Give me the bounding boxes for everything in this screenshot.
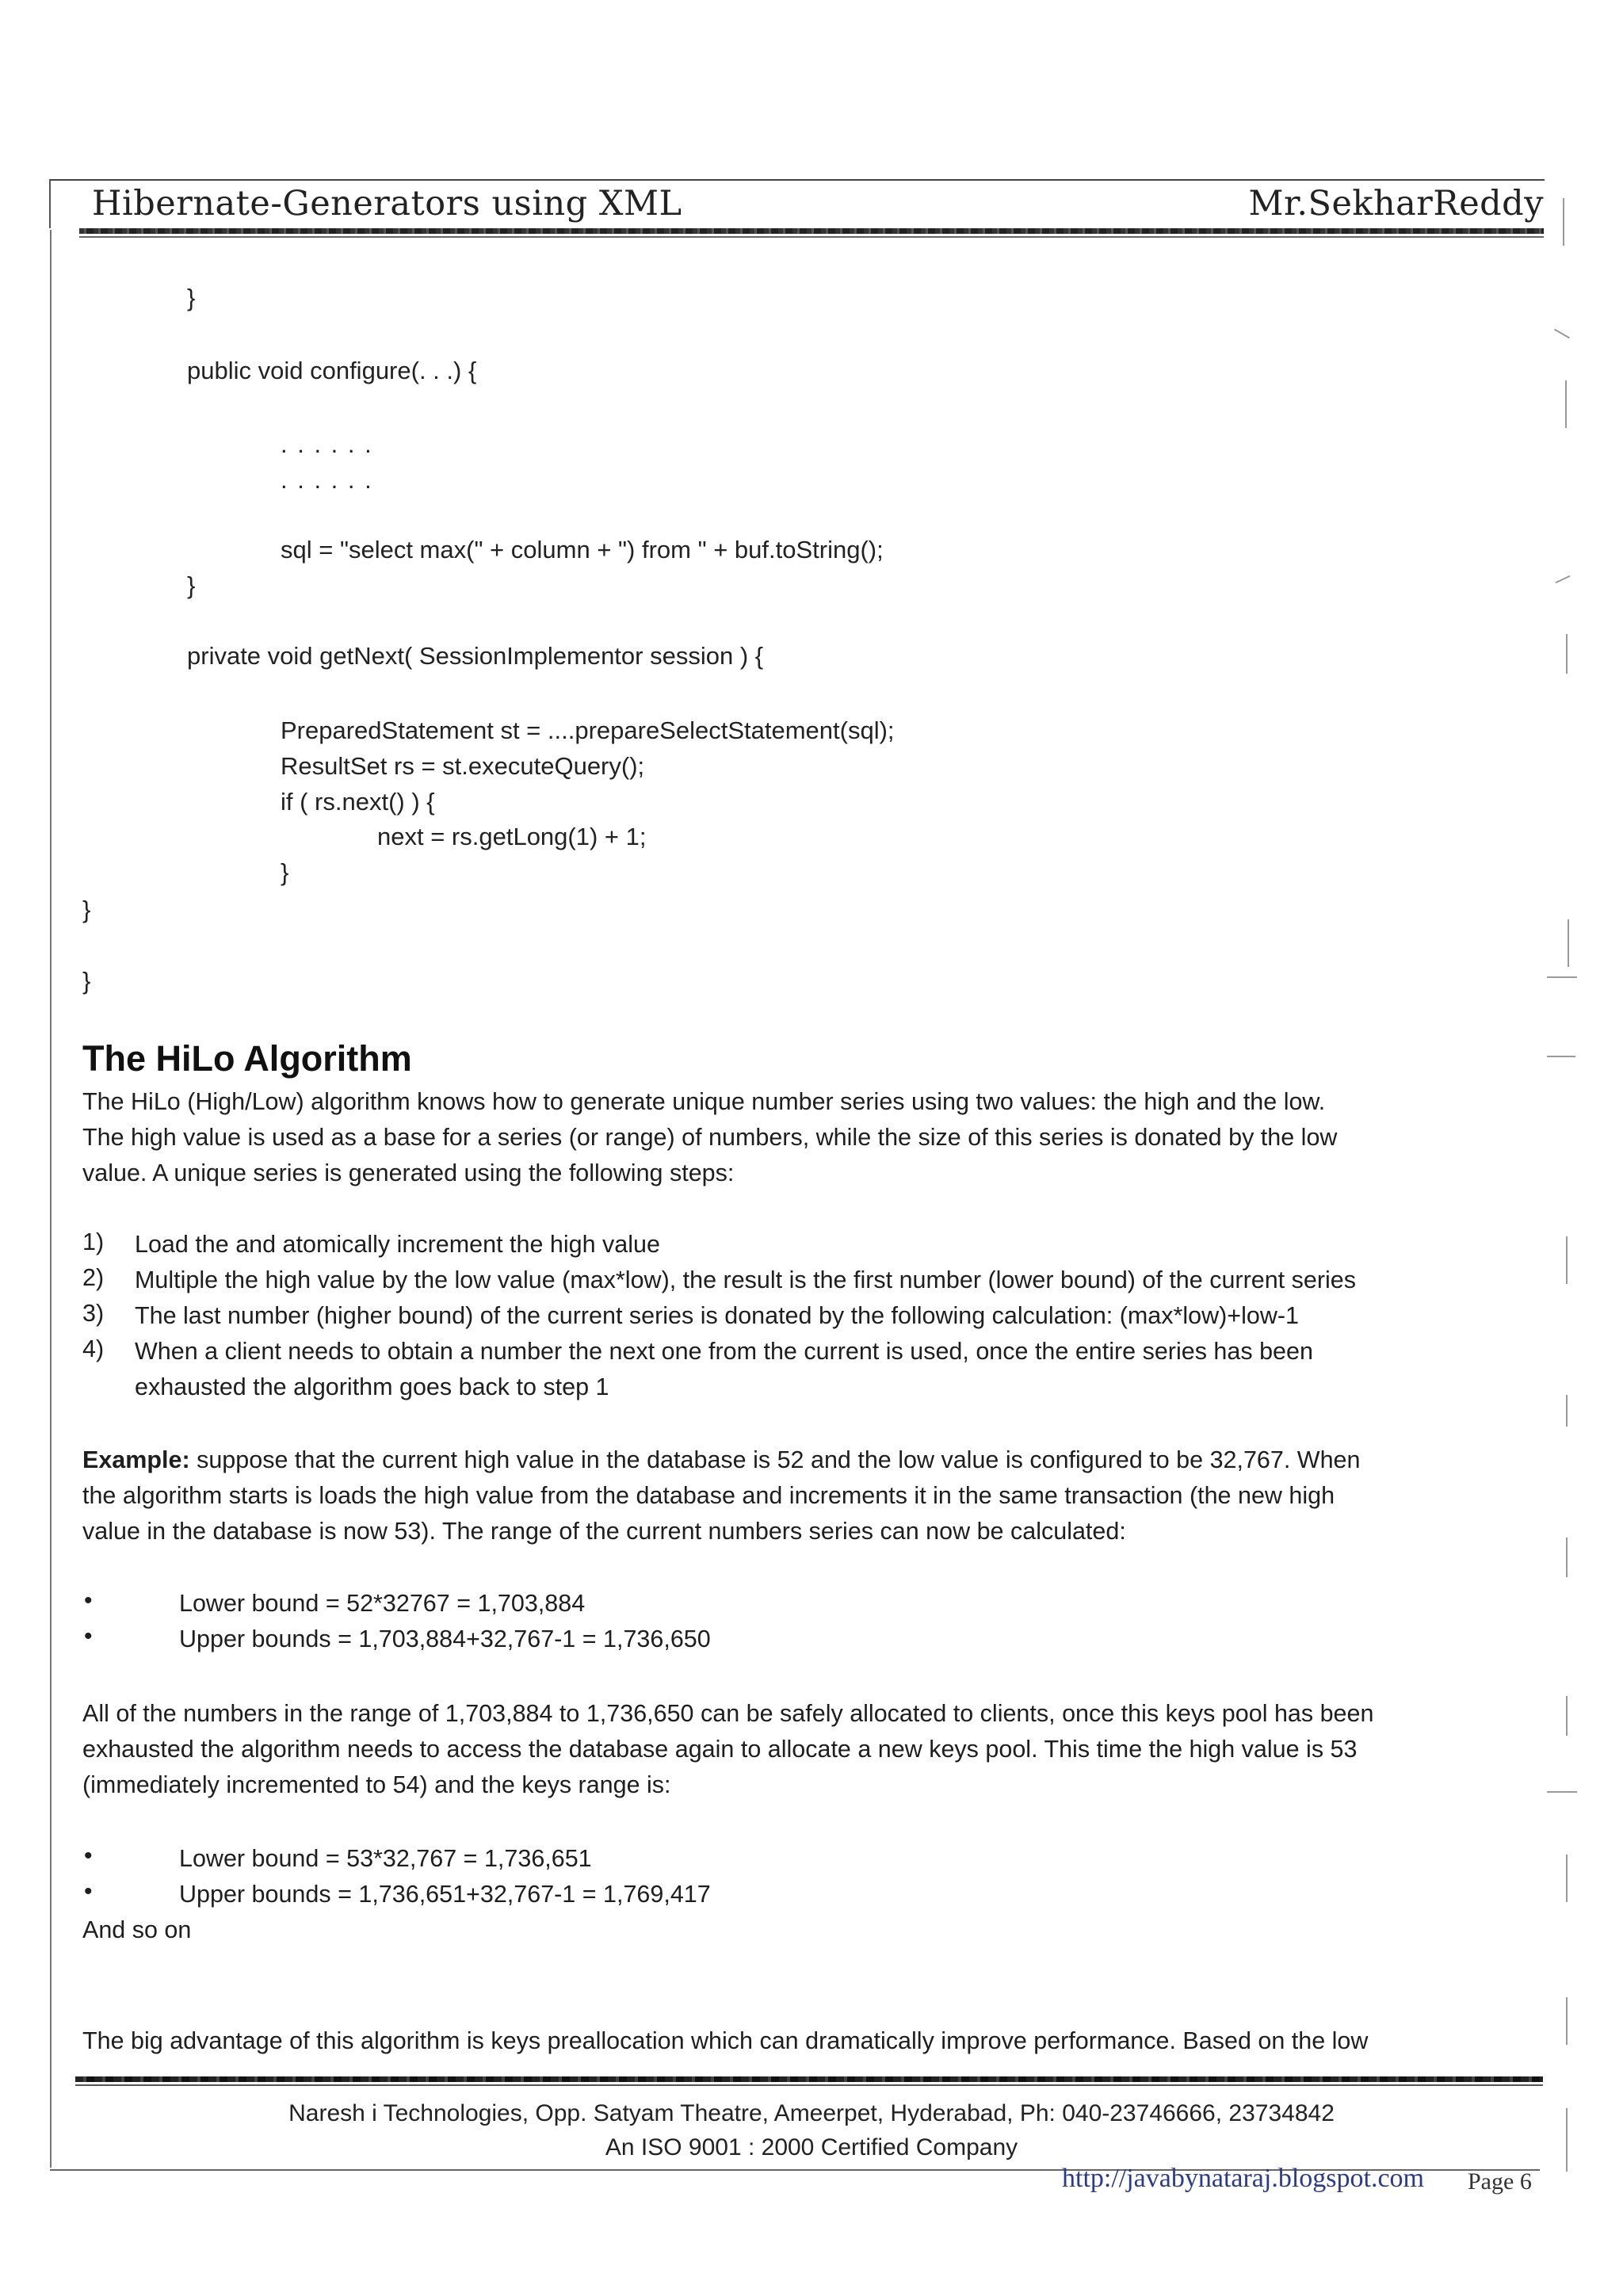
code-line: PreparedStatement st = ....prepareSelectStatement(sql); <box>281 716 895 744</box>
code-line: . . . . . . <box>281 466 373 494</box>
code-line: ResultSet rs = st.executeQuery(); <box>281 752 645 780</box>
example-line <box>82 1442 1360 1477</box>
step-number: 1) <box>82 1228 105 1255</box>
example-label: Example: <box>82 1446 190 1473</box>
bullet-item: Lower bound = 52*32767 = 1,703,884 <box>179 1590 586 1617</box>
step-number: 2) <box>82 1264 105 1291</box>
code-line: private void getNext( SessionImplementor session ) { <box>187 642 764 670</box>
bullet-glyph: • <box>84 1878 93 1904</box>
paragraph-line: (immediately incremented to 54) and the keys range is: <box>82 1771 671 1798</box>
step-number: 3) <box>82 1300 105 1327</box>
code-line: . . . . . . <box>281 430 373 458</box>
paragraph-line: The high value is used as a base for a series (or range) of numbers, while the size of this series is donated by the low <box>82 1124 1338 1151</box>
header-divider-thin <box>79 236 1544 238</box>
section-heading: The HiLo Algorithm <box>82 1038 412 1079</box>
footer-certification: An ISO 9001 : 2000 Certified Company <box>605 2134 1018 2160</box>
bullet-glyph: • <box>84 1843 93 1869</box>
code-line: } <box>281 858 289 886</box>
code-line: if ( rs.next() ) { <box>281 788 435 816</box>
header-divider <box>79 228 1544 234</box>
step-text: When a client needs to obtain a number the next one from the current is used, once the entire series has been <box>135 1338 1313 1365</box>
code-line: public void configure(. . .) { <box>187 357 477 384</box>
paragraph-line: All of the numbers in the range of 1,703,884 to 1,736,650 can be safely allocated to clients, once this keys pool has been <box>82 1700 1374 1727</box>
paragraph-line: The HiLo (High/Low) algorithm knows how to generate unique number series using two values: the high and the low. <box>82 1088 1326 1115</box>
paragraph-line: value. A unique series is generated using the following steps: <box>82 1159 735 1186</box>
example-text: suppose that the current high value in the database is 52 and the low value is configured to be 32,767. When <box>189 1446 1361 1473</box>
bullet-glyph: • <box>84 1623 93 1649</box>
code-line: next = rs.getLong(1) + 1; <box>377 823 647 850</box>
footer-divider <box>75 2076 1543 2082</box>
bullet-item: Upper bounds = 1,736,651+32,767-1 = 1,769,417 <box>179 1881 711 1908</box>
step-number: 4) <box>82 1335 105 1362</box>
footer-divider-thin <box>75 2084 1543 2086</box>
footer-url-link[interactable]: http://javabynataraj.blogspot.com <box>1062 2164 1425 2193</box>
code-line: } <box>82 967 91 995</box>
step-text: The last number (higher bound) of the current series is donated by the following calculation: (max*low)+low-1 <box>135 1302 1299 1329</box>
code-line: } <box>187 571 196 599</box>
example-line: the algorithm starts is loads the high value from the database and increments it in the same transaction (the new high <box>82 1482 1335 1509</box>
closing-paragraph: The big advantage of this algorithm is keys preallocation which can dramatically improve performance. Based on the low <box>82 2027 1369 2054</box>
bullet-item: Lower bound = 53*32,767 = 1,736,651 <box>179 1845 592 1872</box>
paragraph-line: exhausted the algorithm needs to access the database again to allocate a new keys pool. This time the high value is 53 <box>82 1736 1358 1763</box>
bullet-glyph: • <box>84 1587 93 1614</box>
footer-address: Naresh i Technologies, Opp. Satyam Theatre, Ameerpet, Hyderabad, Ph: 040-23746666, 23734842 <box>288 2100 1335 2126</box>
code-line: } <box>187 284 196 311</box>
code-line: } <box>82 896 91 923</box>
page-number: Page 6 <box>1468 2168 1532 2195</box>
code-line: sql = "select max(" + column + ") from " + buf.toString(); <box>281 536 884 563</box>
step-text: Load the and atomically increment the high value <box>135 1231 660 1258</box>
and-so-on-text: And so on <box>82 1916 192 1943</box>
step-text-continued: exhausted the algorithm goes back to step 1 <box>135 1373 609 1400</box>
example-line: value in the database is now 53). The range of the current numbers series can now be calculated: <box>82 1518 1126 1545</box>
bullet-item: Upper bounds = 1,703,884+32,767-1 = 1,736,650 <box>179 1626 711 1652</box>
left-margin-line <box>50 230 52 2168</box>
step-text: Multiple the high value by the low value (max*low), the result is the first number (lower bound) of the current series <box>135 1266 1356 1293</box>
page-header-author: Mr.SekharReddy <box>1248 184 1544 223</box>
page-header-title: Hibernate-Generators using XML <box>92 184 682 223</box>
